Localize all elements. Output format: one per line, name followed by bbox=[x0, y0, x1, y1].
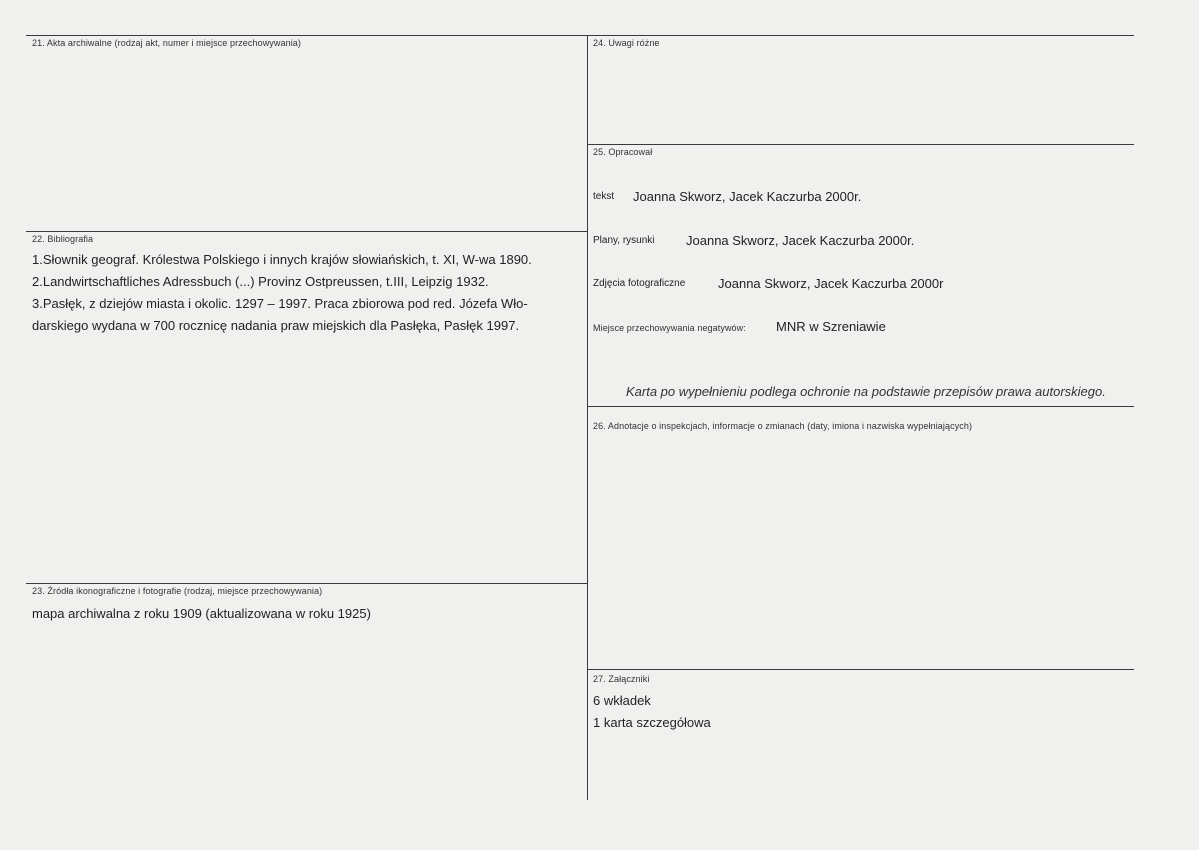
tekst-label: tekst bbox=[593, 191, 615, 202]
copyright-notice: Karta po wypełnieniu podlega ochronie na podstawie przepisów prawa autorskiego. bbox=[626, 384, 1106, 399]
negatywy-label: Miejsce przechowywania negatywów: bbox=[593, 323, 746, 333]
zdjecia-label: Zdjęcia fotograficzne bbox=[593, 278, 686, 289]
s24-label: 24. Uwagi różne bbox=[593, 38, 660, 48]
s23-rule bbox=[26, 583, 587, 584]
s21-label: 21. Akta archiwalne (rodzaj akt, numer i miejsce przechowywania) bbox=[32, 38, 302, 48]
bibliography-line-3: 3.Pasłęk, z dziejów miasta i okolic. 1297 – 1997. Praca zbiorowa pod red. Józefa Wło- bbox=[32, 296, 528, 311]
attachment-item-1: 6 wkładek bbox=[593, 693, 651, 708]
s23-value: mapa archiwalna z roku 1909 (aktualizowana w roku 1925) bbox=[32, 606, 371, 621]
s22-rule bbox=[26, 231, 587, 232]
s27-rule bbox=[587, 669, 1134, 670]
plany-label: Plany, rysunki bbox=[593, 235, 655, 246]
bibliography-line-4: darskiego wydana w 700 rocznicę nadania praw miejskich dla Pasłęka, Pasłęk 1997. bbox=[32, 318, 520, 333]
s23-label: 23. Źródła ikonograficzne i fotografie (rodzaj, miejsce przechowywania) bbox=[32, 586, 323, 596]
top-rule bbox=[26, 35, 1134, 36]
tekst-value: Joanna Skworz, Jacek Kaczurba 2000r. bbox=[633, 189, 862, 204]
center-divider bbox=[587, 35, 588, 800]
s22-label: 22. Bibliografia bbox=[32, 234, 94, 244]
s26-rule bbox=[587, 406, 1134, 407]
s26-label: 26. Adnotacje o inspekcjach, informacje o zmianach (daty, imiona i nazwiska wypełniających) bbox=[593, 421, 973, 431]
plany-value: Joanna Skworz, Jacek Kaczurba 2000r. bbox=[686, 233, 915, 248]
s25-rule bbox=[587, 144, 1134, 145]
bibliography-line-2: 2.Landwirtschaftliches Adressbuch (...) Provinz Ostpreussen, t.III, Leipzig 1932. bbox=[32, 274, 489, 289]
attachment-item-2: 1 karta szczegółowa bbox=[593, 715, 711, 730]
zdjecia-value: Joanna Skworz, Jacek Kaczurba 2000r bbox=[718, 276, 944, 291]
s27-label: 27. Załączniki bbox=[593, 674, 650, 684]
negatywy-value: MNR w Szreniawie bbox=[776, 319, 886, 334]
s25-label: 25. Opracował bbox=[593, 147, 653, 157]
bibliography-line-1: 1.Słownik geograf. Królestwa Polskiego i innych krajów słowiańskich, t. XI, W-wa 1890. bbox=[32, 252, 532, 267]
